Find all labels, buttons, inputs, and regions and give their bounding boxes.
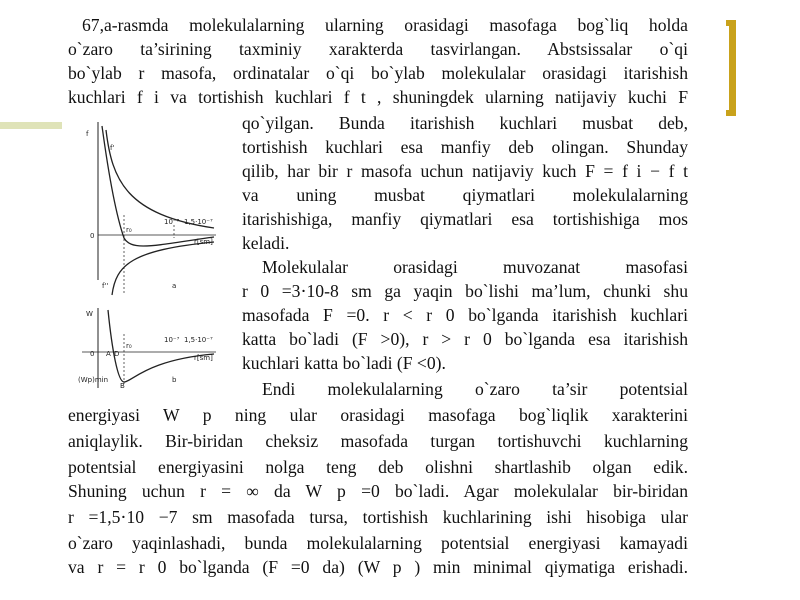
text-line-3: bo`ylab r masofa, ordinatalar o`qi bo`ylab molekulalar orasidagi itarishish [68,63,688,83]
force-energy-figure [76,120,232,390]
text-line-13: masofada F =0. r < r 0 bo`lganda itarishish kuchlari [242,305,688,325]
text-line-23: va r = r 0 bo`lganda (F =0 da) (W p ) min minimal qiymatiga erishadi. [68,557,688,577]
wmin-label: (Wp)min [78,376,109,384]
tick-label-1e-7: 10⁻⁷ [164,218,180,226]
text-line-2: o`zaro ta’sirining taxminiy xarakterda tasvirlangan. Abstsissalar o`qi [68,39,688,59]
text-line-18: aniqlaylik. Bir-biridan cheksiz masofada turgan tortishuvchi kuchlarning [68,431,688,451]
r0-label-b: r₀ [126,342,132,350]
curve-label-fi: f' [110,144,115,152]
panel-label-a: a [172,282,177,290]
text-line-16: Endi molekulalarning o`zaro ta’sir potentsial [262,379,688,399]
point-D-label: D [114,350,120,358]
text-line-11: Molekulalar orasidagi muvozanat masofasi [262,257,688,277]
origin-label-b: 0 [90,350,95,358]
point-A-label: A [106,350,111,358]
text-line-20: Shuning uchun r = ∞ da W p =0 bo`ladi. Agar molekulalar bir-biridan [68,481,688,501]
text-line-1: 67,a-rasmda molekulalarning ularning orasidagi masofaga bog`liq holda [82,15,688,35]
text-line-7: qilib, har bir r masofa uchun natijaviy kuch F = f i − f t [242,161,688,181]
text-line-12: r 0 =3⋅10-8 sm ga yaqin bo`lishi ma’lum, chunki shu [242,281,688,301]
text-line-19: potentsial energiyasini nolga teng deb olishni shartlashib olgan edik. [68,457,688,477]
text-line-17: energiyasi W p ning ular orasidagi masofaga bog`liqlik xarakterini [68,405,688,425]
text-line-21: r =1,5⋅10 −7 sm masofada tursa, tortishish kuchlarining ishi hisobiga ular [68,507,688,527]
r0-label: r₀ [126,226,132,234]
r-axis-label-b: r[sm] [194,354,213,362]
text-line-15: kuchlari katta bo`ladi (F <0). [242,353,446,373]
text-line-9: itarishishiga, manfiy qiymatlari esa tortishishiga mos [242,209,688,229]
y-axis-label-w: W [86,310,93,318]
origin-label: 0 [90,232,95,240]
r-axis-label: r[sm] [194,238,213,246]
accent-bar [0,122,62,129]
energy-plot [78,308,216,390]
tick-label-1-5e-7: 1,5·10⁻⁷ [184,218,213,226]
panel-label-b: b [172,376,177,384]
curve-label-ft: f'' [102,282,109,290]
slide-bracket-decoration [726,20,736,116]
text-line-22: o`zaro yaqinlashadi, bunda molekulalarning potentsial energiyasi kamayadi [68,533,688,553]
text-line-4: kuchlari f i va tortishish kuchlari f t , shuningdek ularning natijaviy kuchi F [68,87,688,107]
tick-label-1-5e-7-b: 1,5·10⁻⁷ [184,336,213,344]
text-line-10: keladi. [242,233,290,253]
tick-label-1e-7-b: 10⁻⁷ [164,336,180,344]
text-line-5: qo`yilgan. Bunda itarishish kuchlari musbat deb, [242,113,688,133]
text-line-14: katta bo`ladi (F >0), r > r 0 bo`lganda esa itarishish [242,329,688,349]
point-B-label: B [120,382,125,390]
y-axis-label-f: f [86,130,89,138]
text-line-6: tortishish kuchlari esa manfiy deb olingan. Shunday [242,137,688,157]
text-line-8: va uning musbat qiymatlari molekulalarning [242,185,688,205]
force-plot [86,122,216,295]
